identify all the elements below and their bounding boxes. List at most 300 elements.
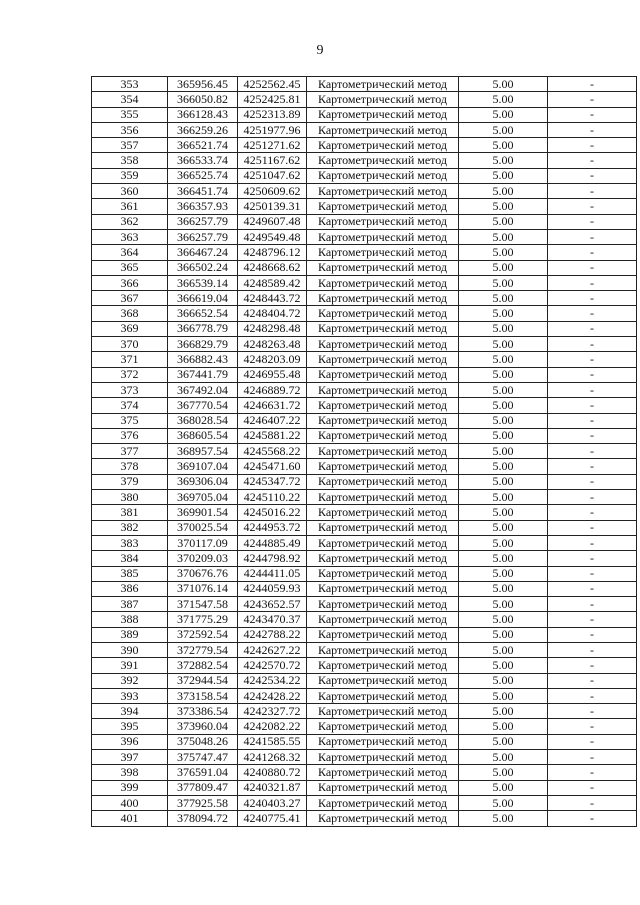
point-number-cell: 398: [92, 765, 168, 780]
note-cell: -: [548, 306, 637, 321]
accuracy-cell: 5.00: [459, 750, 548, 765]
x-coordinate-cell: 367492.04: [168, 382, 238, 397]
method-cell: Картометрический метод: [307, 245, 459, 260]
y-coordinate-cell: 4248263.48: [238, 337, 307, 352]
accuracy-cell: 5.00: [459, 107, 548, 122]
x-coordinate-cell: 366128.43: [168, 107, 238, 122]
x-coordinate-cell: 366502.24: [168, 260, 238, 275]
y-coordinate-cell: 4241268.32: [238, 750, 307, 765]
x-coordinate-cell: 371547.58: [168, 597, 238, 612]
y-coordinate-cell: 4246889.72: [238, 382, 307, 397]
accuracy-cell: 5.00: [459, 168, 548, 183]
accuracy-cell: 5.00: [459, 275, 548, 290]
point-number-cell: 388: [92, 612, 168, 627]
method-cell: Картометрический метод: [307, 688, 459, 703]
point-number-cell: 375: [92, 413, 168, 428]
point-number-cell: 385: [92, 566, 168, 581]
point-number-cell: 371: [92, 352, 168, 367]
method-cell: Картометрический метод: [307, 184, 459, 199]
y-coordinate-cell: 4248298.48: [238, 321, 307, 336]
accuracy-cell: 5.00: [459, 428, 548, 443]
accuracy-cell: 5.00: [459, 780, 548, 795]
accuracy-cell: 5.00: [459, 229, 548, 244]
accuracy-cell: 5.00: [459, 811, 548, 826]
method-cell: Картометрический метод: [307, 229, 459, 244]
note-cell: -: [548, 627, 637, 642]
accuracy-cell: 5.00: [459, 566, 548, 581]
table-row: [92, 398, 637, 413]
method-cell: Картометрический метод: [307, 92, 459, 107]
table-row: [92, 520, 637, 535]
y-coordinate-cell: 4244059.93: [238, 581, 307, 596]
y-coordinate-cell: 4244953.72: [238, 520, 307, 535]
method-cell: Картометрический метод: [307, 291, 459, 306]
table-row: [92, 490, 637, 505]
point-number-cell: 386: [92, 581, 168, 596]
y-coordinate-cell: 4248404.72: [238, 306, 307, 321]
accuracy-cell: 5.00: [459, 352, 548, 367]
method-cell: Картометрический метод: [307, 107, 459, 122]
y-coordinate-cell: 4244411.05: [238, 566, 307, 581]
point-number-cell: 399: [92, 780, 168, 795]
note-cell: -: [548, 199, 637, 214]
table-row: [92, 306, 637, 321]
accuracy-cell: 5.00: [459, 413, 548, 428]
table-row: [92, 413, 637, 428]
x-coordinate-cell: 366257.79: [168, 229, 238, 244]
point-number-cell: 367: [92, 291, 168, 306]
point-number-cell: 392: [92, 673, 168, 688]
y-coordinate-cell: 4245881.22: [238, 428, 307, 443]
y-coordinate-cell: 4248443.72: [238, 291, 307, 306]
x-coordinate-cell: 368957.54: [168, 444, 238, 459]
method-cell: Картометрический метод: [307, 444, 459, 459]
x-coordinate-cell: 366451.74: [168, 184, 238, 199]
accuracy-cell: 5.00: [459, 704, 548, 719]
note-cell: -: [548, 505, 637, 520]
accuracy-cell: 5.00: [459, 321, 548, 336]
point-number-cell: 384: [92, 551, 168, 566]
note-cell: -: [548, 535, 637, 550]
note-cell: -: [548, 750, 637, 765]
table-row: [92, 382, 637, 397]
note-cell: -: [548, 719, 637, 734]
table-row: [92, 138, 637, 153]
x-coordinate-cell: 366829.79: [168, 337, 238, 352]
point-number-cell: 393: [92, 688, 168, 703]
point-number-cell: 369: [92, 321, 168, 336]
accuracy-cell: 5.00: [459, 153, 548, 168]
y-coordinate-cell: 4245110.22: [238, 490, 307, 505]
y-coordinate-cell: 4248203.09: [238, 352, 307, 367]
method-cell: Картометрический метод: [307, 122, 459, 137]
table-row: [92, 795, 637, 810]
point-number-cell: 366: [92, 275, 168, 290]
x-coordinate-cell: 375747.47: [168, 750, 238, 765]
x-coordinate-cell: 365956.45: [168, 77, 238, 92]
x-coordinate-cell: 373960.04: [168, 719, 238, 734]
accuracy-cell: 5.00: [459, 688, 548, 703]
accuracy-cell: 5.00: [459, 581, 548, 596]
x-coordinate-cell: 366050.82: [168, 92, 238, 107]
point-number-cell: 359: [92, 168, 168, 183]
y-coordinate-cell: 4240880.72: [238, 765, 307, 780]
note-cell: -: [548, 337, 637, 352]
note-cell: -: [548, 673, 637, 688]
accuracy-cell: 5.00: [459, 214, 548, 229]
y-coordinate-cell: 4246631.72: [238, 398, 307, 413]
y-coordinate-cell: 4245016.22: [238, 505, 307, 520]
x-coordinate-cell: 366357.93: [168, 199, 238, 214]
x-coordinate-cell: 377809.47: [168, 780, 238, 795]
method-cell: Картометрический метод: [307, 704, 459, 719]
note-cell: -: [548, 612, 637, 627]
method-cell: Картометрический метод: [307, 551, 459, 566]
table-row: [92, 581, 637, 596]
method-cell: Картометрический метод: [307, 505, 459, 520]
point-number-cell: 379: [92, 474, 168, 489]
accuracy-cell: 5.00: [459, 184, 548, 199]
point-number-cell: 357: [92, 138, 168, 153]
accuracy-cell: 5.00: [459, 382, 548, 397]
point-number-cell: 400: [92, 795, 168, 810]
point-number-cell: 401: [92, 811, 168, 826]
method-cell: Картометрический метод: [307, 673, 459, 688]
note-cell: -: [548, 428, 637, 443]
method-cell: Картометрический метод: [307, 306, 459, 321]
point-number-cell: 374: [92, 398, 168, 413]
note-cell: -: [548, 77, 637, 92]
table-row: [92, 260, 637, 275]
point-number-cell: 387: [92, 597, 168, 612]
method-cell: Картометрический метод: [307, 719, 459, 734]
note-cell: -: [548, 245, 637, 260]
y-coordinate-cell: 4248796.12: [238, 245, 307, 260]
point-number-cell: 372: [92, 367, 168, 382]
method-cell: Картометрический метод: [307, 520, 459, 535]
accuracy-cell: 5.00: [459, 795, 548, 810]
method-cell: Картометрический метод: [307, 474, 459, 489]
method-cell: Картометрический метод: [307, 153, 459, 168]
table-row: [92, 734, 637, 749]
point-number-cell: 364: [92, 245, 168, 260]
y-coordinate-cell: 4241585.55: [238, 734, 307, 749]
table-row: [92, 719, 637, 734]
x-coordinate-cell: 366539.14: [168, 275, 238, 290]
accuracy-cell: 5.00: [459, 367, 548, 382]
point-number-cell: 362: [92, 214, 168, 229]
method-cell: Картометрический метод: [307, 627, 459, 642]
point-number-cell: 354: [92, 92, 168, 107]
table-row: [92, 535, 637, 550]
accuracy-cell: 5.00: [459, 734, 548, 749]
point-number-cell: 358: [92, 153, 168, 168]
table-row: [92, 428, 637, 443]
method-cell: Картометрический метод: [307, 367, 459, 382]
note-cell: -: [548, 184, 637, 199]
note-cell: -: [548, 765, 637, 780]
table-row: [92, 321, 637, 336]
x-coordinate-cell: 372779.54: [168, 642, 238, 657]
y-coordinate-cell: 4246407.22: [238, 413, 307, 428]
x-coordinate-cell: 372944.54: [168, 673, 238, 688]
x-coordinate-cell: 371775.29: [168, 612, 238, 627]
y-coordinate-cell: 4248589.42: [238, 275, 307, 290]
method-cell: Картометрический метод: [307, 765, 459, 780]
x-coordinate-cell: 369107.04: [168, 459, 238, 474]
x-coordinate-cell: 372592.54: [168, 627, 238, 642]
method-cell: Картометрический метод: [307, 612, 459, 627]
accuracy-cell: 5.00: [459, 92, 548, 107]
note-cell: -: [548, 581, 637, 596]
table-row: [92, 811, 637, 826]
x-coordinate-cell: 366652.54: [168, 306, 238, 321]
table-row: [92, 765, 637, 780]
table-row: [92, 597, 637, 612]
table-row: [92, 444, 637, 459]
note-cell: -: [548, 444, 637, 459]
y-coordinate-cell: 4242428.22: [238, 688, 307, 703]
point-number-cell: 381: [92, 505, 168, 520]
x-coordinate-cell: 366525.74: [168, 168, 238, 183]
note-cell: -: [548, 459, 637, 474]
y-coordinate-cell: 4246955.48: [238, 367, 307, 382]
note-cell: -: [548, 780, 637, 795]
y-coordinate-cell: 4240775.41: [238, 811, 307, 826]
method-cell: Картометрический метод: [307, 352, 459, 367]
point-number-cell: 370: [92, 337, 168, 352]
note-cell: -: [548, 597, 637, 612]
point-number-cell: 363: [92, 229, 168, 244]
x-coordinate-cell: 370117.09: [168, 535, 238, 550]
y-coordinate-cell: 4251047.62: [238, 168, 307, 183]
note-cell: -: [548, 229, 637, 244]
y-coordinate-cell: 4245471.60: [238, 459, 307, 474]
y-coordinate-cell: 4249607.48: [238, 214, 307, 229]
y-coordinate-cell: 4252313.89: [238, 107, 307, 122]
point-number-cell: 373: [92, 382, 168, 397]
point-number-cell: 377: [92, 444, 168, 459]
y-coordinate-cell: 4242570.72: [238, 658, 307, 673]
x-coordinate-cell: 366521.74: [168, 138, 238, 153]
table-row: [92, 367, 637, 382]
table-row: [92, 352, 637, 367]
x-coordinate-cell: 373386.54: [168, 704, 238, 719]
note-cell: -: [548, 367, 637, 382]
note-cell: -: [548, 566, 637, 581]
note-cell: -: [548, 275, 637, 290]
table-row: [92, 459, 637, 474]
table-row: [92, 337, 637, 352]
accuracy-cell: 5.00: [459, 245, 548, 260]
page-number: 9: [316, 43, 324, 58]
accuracy-cell: 5.00: [459, 77, 548, 92]
method-cell: Картометрический метод: [307, 382, 459, 397]
table-row: [92, 199, 637, 214]
method-cell: Картометрический метод: [307, 398, 459, 413]
x-coordinate-cell: 376591.04: [168, 765, 238, 780]
accuracy-cell: 5.00: [459, 642, 548, 657]
point-number-cell: 356: [92, 122, 168, 137]
table-row: [92, 122, 637, 137]
x-coordinate-cell: 366882.43: [168, 352, 238, 367]
x-coordinate-cell: 366533.74: [168, 153, 238, 168]
accuracy-cell: 5.00: [459, 520, 548, 535]
method-cell: Картометрический метод: [307, 566, 459, 581]
accuracy-cell: 5.00: [459, 138, 548, 153]
method-cell: Картометрический метод: [307, 734, 459, 749]
y-coordinate-cell: 4252562.45: [238, 77, 307, 92]
y-coordinate-cell: 4240321.87: [238, 780, 307, 795]
point-number-cell: 394: [92, 704, 168, 719]
note-cell: -: [548, 122, 637, 137]
note-cell: -: [548, 321, 637, 336]
accuracy-cell: 5.00: [459, 444, 548, 459]
table-row: [92, 214, 637, 229]
table-row: [92, 780, 637, 795]
note-cell: -: [548, 474, 637, 489]
accuracy-cell: 5.00: [459, 673, 548, 688]
x-coordinate-cell: 369705.04: [168, 490, 238, 505]
method-cell: Картометрический метод: [307, 214, 459, 229]
note-cell: -: [548, 107, 637, 122]
table-row: [92, 229, 637, 244]
accuracy-cell: 5.00: [459, 535, 548, 550]
table-body: [92, 77, 637, 827]
method-cell: Картометрический метод: [307, 199, 459, 214]
point-number-cell: 368: [92, 306, 168, 321]
note-cell: -: [548, 642, 637, 657]
y-coordinate-cell: 4249549.48: [238, 229, 307, 244]
accuracy-cell: 5.00: [459, 627, 548, 642]
table-row: [92, 153, 637, 168]
note-cell: -: [548, 658, 637, 673]
point-number-cell: 353: [92, 77, 168, 92]
y-coordinate-cell: 4251977.96: [238, 122, 307, 137]
point-number-cell: 395: [92, 719, 168, 734]
table-row: [92, 275, 637, 290]
x-coordinate-cell: 366619.04: [168, 291, 238, 306]
x-coordinate-cell: 369306.04: [168, 474, 238, 489]
x-coordinate-cell: 366778.79: [168, 321, 238, 336]
table-row: [92, 658, 637, 673]
table-row: [92, 474, 637, 489]
method-cell: Картометрический метод: [307, 459, 459, 474]
method-cell: Картометрический метод: [307, 260, 459, 275]
x-coordinate-cell: 368028.54: [168, 413, 238, 428]
point-number-cell: 376: [92, 428, 168, 443]
method-cell: Картометрический метод: [307, 811, 459, 826]
method-cell: Картометрический метод: [307, 597, 459, 612]
method-cell: Картометрический метод: [307, 168, 459, 183]
table-row: [92, 642, 637, 657]
x-coordinate-cell: 367441.79: [168, 367, 238, 382]
x-coordinate-cell: 378094.72: [168, 811, 238, 826]
table-row: [92, 168, 637, 183]
x-coordinate-cell: 375048.26: [168, 734, 238, 749]
table-row: [92, 107, 637, 122]
table-row: [92, 612, 637, 627]
y-coordinate-cell: 4250609.62: [238, 184, 307, 199]
method-cell: Картометрический метод: [307, 642, 459, 657]
note-cell: -: [548, 92, 637, 107]
table-row: [92, 688, 637, 703]
x-coordinate-cell: 368605.54: [168, 428, 238, 443]
note-cell: -: [548, 260, 637, 275]
table-row: [92, 673, 637, 688]
accuracy-cell: 5.00: [459, 291, 548, 306]
note-cell: -: [548, 382, 637, 397]
accuracy-cell: 5.00: [459, 612, 548, 627]
accuracy-cell: 5.00: [459, 490, 548, 505]
point-number-cell: 361: [92, 199, 168, 214]
method-cell: Картометрический метод: [307, 77, 459, 92]
method-cell: Картометрический метод: [307, 138, 459, 153]
note-cell: -: [548, 734, 637, 749]
y-coordinate-cell: 4242082.22: [238, 719, 307, 734]
y-coordinate-cell: 4245347.72: [238, 474, 307, 489]
note-cell: -: [548, 811, 637, 826]
y-coordinate-cell: 4242627.22: [238, 642, 307, 657]
note-cell: -: [548, 352, 637, 367]
table-row: [92, 92, 637, 107]
table-row: [92, 291, 637, 306]
note-cell: -: [548, 153, 637, 168]
note-cell: -: [548, 795, 637, 810]
note-cell: -: [548, 704, 637, 719]
point-number-cell: 390: [92, 642, 168, 657]
method-cell: Картометрический метод: [307, 581, 459, 596]
x-coordinate-cell: 366257.79: [168, 214, 238, 229]
x-coordinate-cell: 371076.14: [168, 581, 238, 596]
accuracy-cell: 5.00: [459, 719, 548, 734]
accuracy-cell: 5.00: [459, 306, 548, 321]
table-row: [92, 551, 637, 566]
x-coordinate-cell: 373158.54: [168, 688, 238, 703]
x-coordinate-cell: 367770.54: [168, 398, 238, 413]
y-coordinate-cell: 4243652.57: [238, 597, 307, 612]
method-cell: Картометрический метод: [307, 275, 459, 290]
point-number-cell: 397: [92, 750, 168, 765]
note-cell: -: [548, 398, 637, 413]
y-coordinate-cell: 4244798.92: [238, 551, 307, 566]
accuracy-cell: 5.00: [459, 199, 548, 214]
y-coordinate-cell: 4250139.31: [238, 199, 307, 214]
point-number-cell: 365: [92, 260, 168, 275]
point-number-cell: 389: [92, 627, 168, 642]
method-cell: Картометрический метод: [307, 321, 459, 336]
table-row: [92, 184, 637, 199]
method-cell: Картометрический метод: [307, 658, 459, 673]
y-coordinate-cell: 4240403.27: [238, 795, 307, 810]
point-number-cell: 396: [92, 734, 168, 749]
method-cell: Картометрический метод: [307, 750, 459, 765]
table-row: [92, 245, 637, 260]
point-number-cell: 360: [92, 184, 168, 199]
accuracy-cell: 5.00: [459, 122, 548, 137]
note-cell: -: [548, 214, 637, 229]
note-cell: -: [548, 551, 637, 566]
x-coordinate-cell: 370676.76: [168, 566, 238, 581]
method-cell: Картометрический метод: [307, 428, 459, 443]
x-coordinate-cell: 370209.03: [168, 551, 238, 566]
table-row: [92, 627, 637, 642]
point-number-cell: 378: [92, 459, 168, 474]
x-coordinate-cell: 370025.54: [168, 520, 238, 535]
method-cell: Картометрический метод: [307, 535, 459, 550]
accuracy-cell: 5.00: [459, 658, 548, 673]
accuracy-cell: 5.00: [459, 337, 548, 352]
